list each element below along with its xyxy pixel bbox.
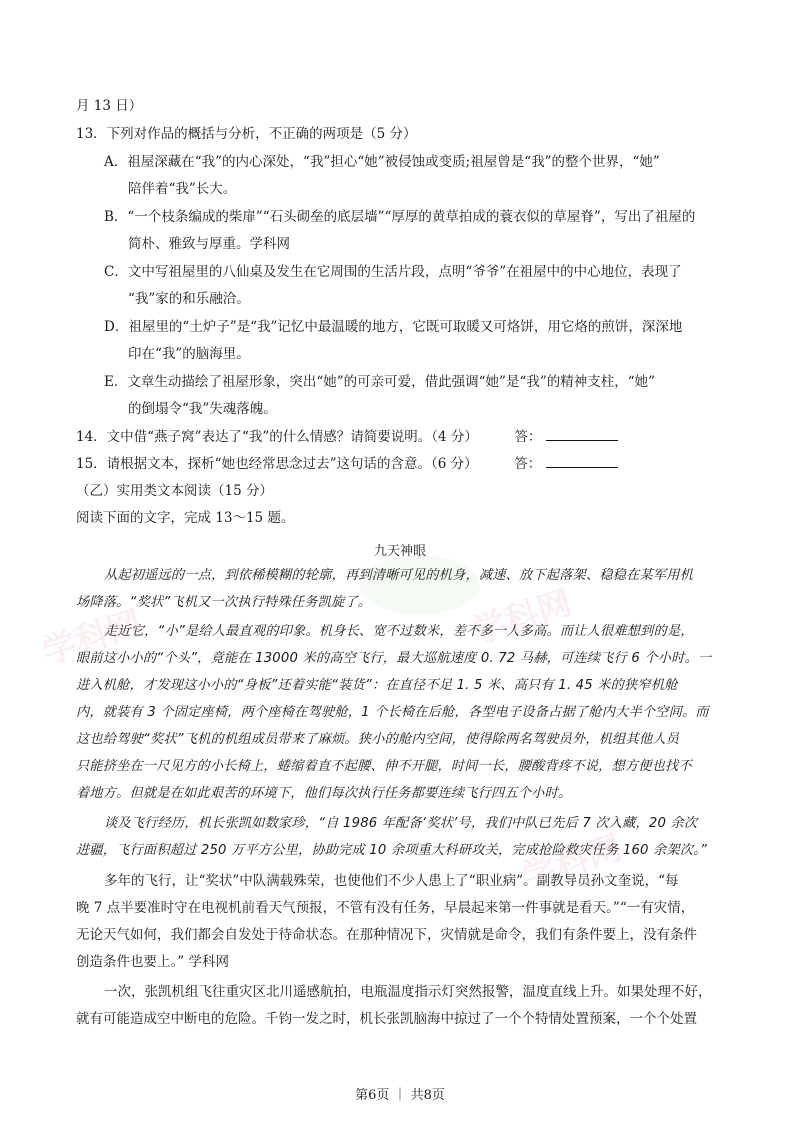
- article-line: 就有可能造成空中断电的危险。千钧一发之时，机长张凯脑海中掠过了一个个特情处置预案，一个个处置: [76, 1011, 697, 1027]
- option-a-line1: A．祖屋深藏在“我”的内心深处，“我”担心“她”被侵蚀或变质;祖屋曾是“我”的整个世界，“她”: [104, 154, 660, 170]
- watermark-text: 学科网: [517, 828, 627, 898]
- option-b-line2: 简朴、雅致与厚重。学科网: [128, 236, 290, 252]
- header-fragment: 月 13 日）: [76, 98, 143, 114]
- section-instruction: 阅读下面的文字，完成 13～15 题。: [76, 510, 295, 526]
- answer-blank[interactable]: [546, 453, 618, 468]
- question-14-answer-label: 答：: [514, 429, 542, 445]
- option-c-line1: C．文中写祖屋里的八仙桌及发生在它周围的生活片段，点明“爷爷”在祖屋中的中心地位，表现了: [104, 264, 682, 280]
- article-line: 眼前这小小的“个头”，竟能在 13000 米的高空飞行，最大巡航速度 0. 72 马赫，可连续飞行 6 个小时。一: [76, 651, 712, 666]
- article-line: 一次，张凯机组飞往重灾区北川遥感航拍，电瓶温度指示灯突然报警，温度直线上升。如果处理不好，: [104, 984, 712, 1000]
- article-line: 走近它，“小”是给人最直观的印象。机身长、宽不过数米，差不多一人多高。而让人很难想到的是，: [104, 624, 694, 639]
- page-footer: 第6页 ｜ 共8页: [355, 1088, 445, 1103]
- watermark-text: 学科网: [467, 583, 577, 653]
- watermark-text: 学科网: [37, 603, 147, 673]
- article-line: 这也给驾驶“奖状”飞机的机组成员带来了麻烦。狭小的舱内空间，使得除两名驾驶员外，机组其他人员: [76, 732, 680, 747]
- article-title: 九天神眼: [373, 544, 426, 559]
- article-line: 无论天气如何，我们都会自发处于待命状态。在那种情况下，灾情就是命令，我们有条件要上，没有条件: [76, 927, 697, 943]
- article-line: 谈及飞行经历，机长张凯如数家珍，“自 1986 年配备‘奖状’号，我们中队已先后 7 次入藏，20 余次: [104, 816, 698, 831]
- question-13-stem: 13．下列对作品的概括与分析，不正确的两项是（5 分）: [76, 126, 417, 142]
- question-15-text: 15．请根据文本，探析“她也经常思念过去”这句话的含意。（6 分）: [76, 456, 478, 472]
- article-line: 内，就装有 3 个固定座椅，两个座椅在驾驶舱，1 个长椅在后舱，各型电子设备占据了舱内大半个空间。而: [76, 705, 709, 720]
- option-d-line2: 印在“我”的脑海里。: [128, 346, 250, 362]
- question-14-text: 14．文中借“燕子窝”表达了“我”的什么情感？请简要说明。（4 分）: [76, 429, 478, 445]
- option-b-line1: B．“一个枝条编成的柴扉”“石头砌垒的底层墙”“厚厚的黄草拍成的蓑衣似的草屋脊”，写出了祖屋的: [104, 209, 696, 225]
- answer-blank[interactable]: [546, 426, 618, 441]
- article-line: 进入机舱，才发现这小小的“身板”还着实能“装货”：在直径不足 1. 5 米、高只有 1. 45 米的狭窄机舱: [76, 678, 678, 693]
- question-15-answer-label: 答：: [514, 456, 542, 472]
- question-14: [76, 426, 618, 447]
- article-line: 进疆，飞行面积超过 250 万平方公里，协助完成 10 余项重大科研攻关，完成抢险救灾任务 160 余架次。”: [76, 843, 708, 858]
- option-e-line1: E．文章生动描绘了祖屋形象，突出“她”的可亲可爱，借此强调“她”是“我”的精神支柱，“她”: [104, 374, 656, 390]
- article-line: 只能挤坐在一尺见方的小长椅上，蜷缩着直不起腰、伸不开腿，时间一长，腰酸背疼不说，想方便也找不: [76, 759, 692, 774]
- article-line: 多年的飞行，让“奖状”中队满载殊荣，也使他们不少人患上了“职业病”。副教导员孙文奎说，“每: [104, 873, 679, 889]
- question-15: [76, 453, 618, 474]
- option-a-line2: 陪伴着“我”长大。: [128, 181, 237, 197]
- article-line: 场降落。“奖状”飞机又一次执行特殊任务凯旋了。: [76, 595, 372, 610]
- article-line: 创造条件也要上。” 学科网: [76, 954, 229, 970]
- article-line: 从起初遥远的一点，到依稀模糊的轮廓，再到清晰可见的机身，减速、放下起落架、稳稳在某军用机: [104, 568, 694, 583]
- article-line: 晚 7 点半要准时守在电视机前看天气预报，不管有没有任务，早晨起来第一件事就是看天。”“一有灾情，: [76, 900, 695, 916]
- option-e-line2: 的倒塌令“我”失魂落魄。: [128, 401, 277, 417]
- option-c-line2: “我”家的和乐融洽。: [128, 291, 250, 307]
- section-heading: （乙）实用类文本阅读（15 分）: [76, 483, 273, 499]
- option-d-line1: D．祖屋里的“土炉子”是“我”记忆中最温暖的地方，它既可取暖又可烙饼，用它烙的煎饼，深深地: [104, 319, 683, 335]
- article-line: 着地方。但就是在如此艰苦的环境下，他们每次执行任务都要连续飞行四五个小时。: [76, 786, 572, 801]
